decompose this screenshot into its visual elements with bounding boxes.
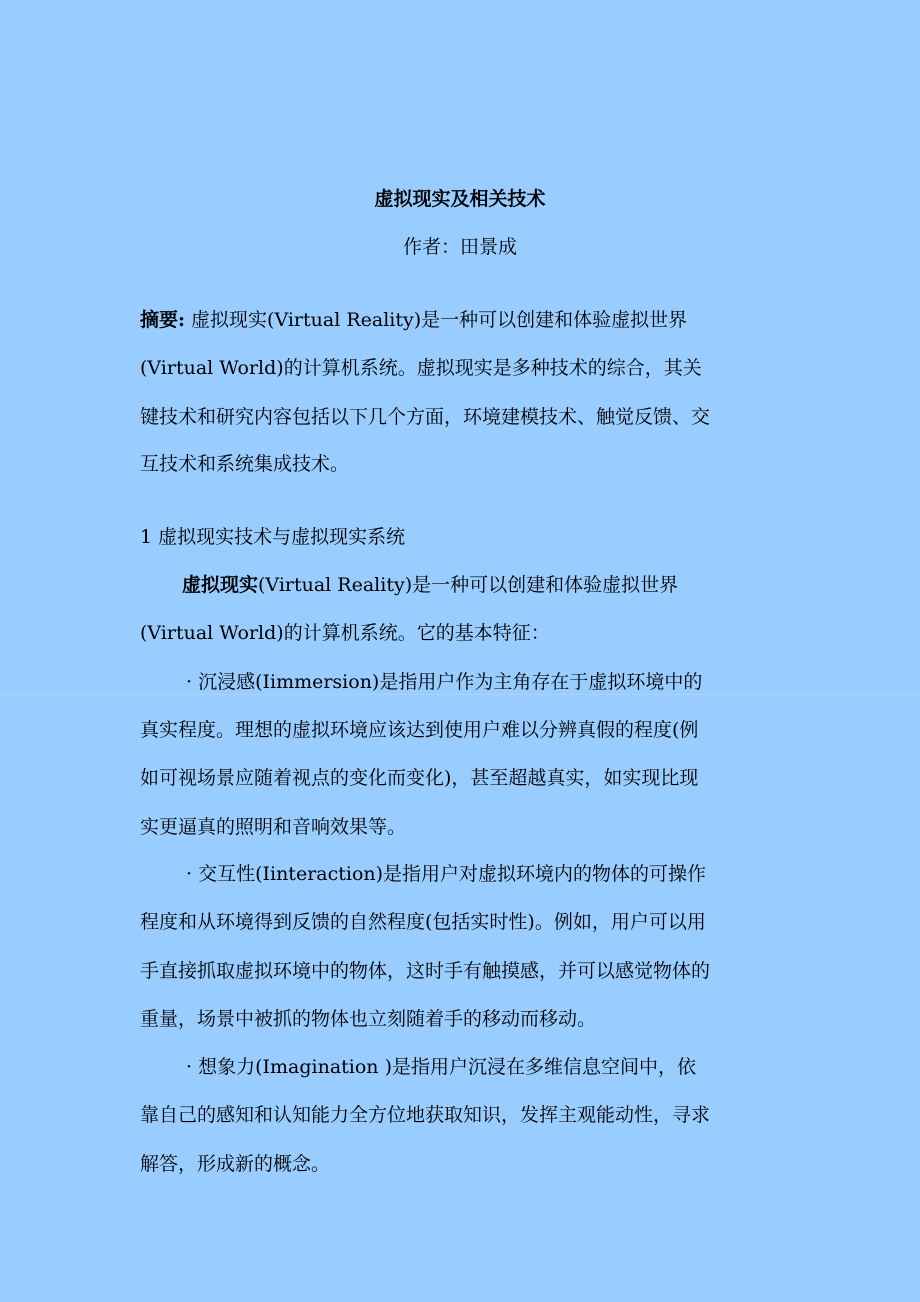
bullet-imagination-line-2: 靠自己的感知和认知能力全方位地获取知识，发挥主观能动性，寻求 <box>140 1104 711 1126</box>
bullet-immersion-line-1: · 沉浸感(Iimmersion)是指用户作为主角存在于虚拟环境中的 <box>186 671 703 693</box>
abstract-line-4: 互技术和系统集成技术。 <box>140 453 350 475</box>
bullet-imagination-line-1: · 想象力(Imagination )是指用户沉浸在多维信息空间中，依 <box>186 1056 696 1078</box>
bullet-imagination-line-3: 解答，形成新的概念。 <box>140 1153 331 1175</box>
bullet-interaction-line-2: 程度和从环境得到反馈的自然程度(包括实时性)。例如，用户可以用 <box>140 911 706 933</box>
intro-bold-term: 虚拟现实 <box>182 574 259 596</box>
abstract-text-1: 虚拟现实(Virtual Reality)是一种可以创建和体验虚拟世界 <box>185 309 688 331</box>
bullet-immersion-line-4: 实更逼真的照明和音响效果等。 <box>140 816 407 838</box>
bullet-immersion-line-2: 真实程度。理想的虚拟环境应该达到使用户难以分辨真假的程度(例 <box>140 719 699 741</box>
abstract-line-2: (Virtual World)的计算机系统。虚拟现实是多种技术的综合，其关 <box>140 357 702 379</box>
section-1-intro-line-1 <box>182 572 678 598</box>
abstract-label: 摘要: <box>140 309 186 331</box>
document-title: 虚拟现实及相关技术 <box>374 188 546 210</box>
abstract-line-3: 键技术和研究内容包括以下几个方面，环境建模技术、触觉反馈、交 <box>140 406 711 428</box>
bullet-interaction-line-3: 手直接抓取虚拟环境中的物体，这时手有触摸感，并可以感觉物体的 <box>140 960 711 982</box>
page-divider <box>0 694 920 695</box>
bullet-interaction-line-1: · 交互性(Iinteraction)是指用户对虚拟环境内的物体的可操作 <box>186 863 707 885</box>
section-1-intro-line-2: (Virtual World)的计算机系统。它的基本特征： <box>140 622 550 644</box>
intro-rest: (Virtual Reality)是一种可以创建和体验虚拟世界 <box>258 574 679 596</box>
bullet-immersion-line-3: 如可视场景应随着视点的变化而变化)，甚至超越真实，如实现比现 <box>140 767 699 789</box>
abstract-line-1 <box>140 307 687 333</box>
document-author: 作者：田景成 <box>402 236 517 258</box>
section-1-heading: 1 虚拟现实技术与虚拟现实系统 <box>140 526 406 548</box>
bullet-interaction-line-4: 重量，场景中被抓的物体也立刻随着手的移动而移动。 <box>140 1008 597 1030</box>
